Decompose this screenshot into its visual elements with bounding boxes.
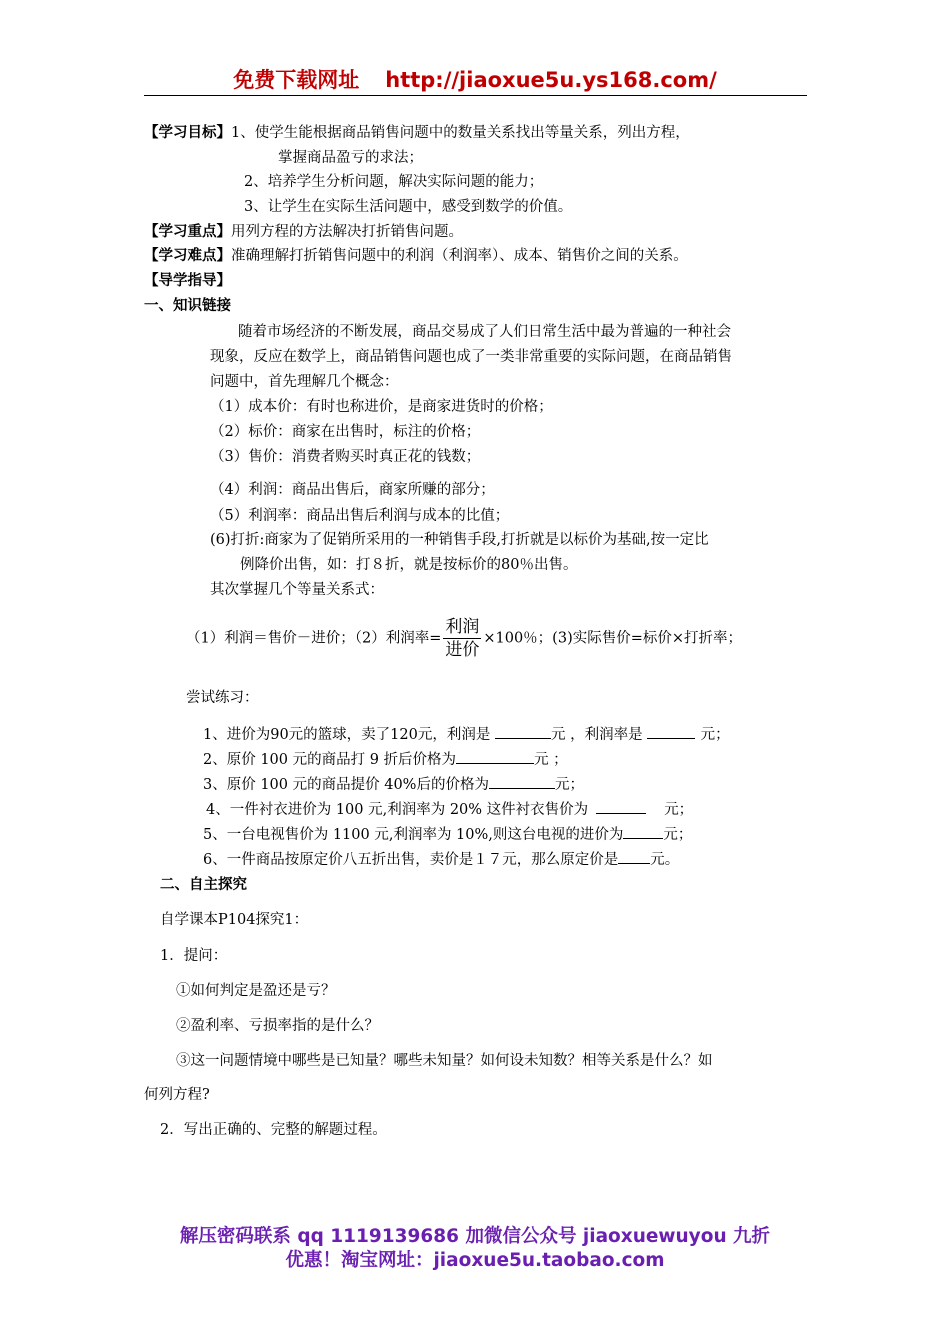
practice-q5: [203, 824, 692, 845]
practice-q4: [206, 799, 693, 820]
section1-para-1: 随着市场经济的不断发展，商品交易成了人们日常生活中最为普遍的一种社会: [238, 324, 731, 340]
q3-blank[interactable]: [489, 774, 555, 789]
q1-text-b: 元 ，利润率是: [550, 727, 643, 743]
q3-text-b: 元；: [554, 777, 584, 793]
section2-title: 二、自主探究: [160, 877, 247, 893]
q4-text-a: 4、一件衬衣进价为 100 元,利润率为 20% 这件衬衣售价为: [206, 802, 589, 818]
question-b: ②盈利率、亏损率指的是什么？: [176, 1018, 379, 1034]
q6-blank[interactable]: [618, 849, 650, 864]
q2-blank[interactable]: [456, 749, 534, 764]
header-url-link[interactable]: http://jiaoxue5u.ys168.com/: [385, 68, 717, 92]
concept-6-line-2: 例降价出售，如：打８折，就是按标价的80％出售。: [240, 557, 578, 573]
objectives-text-2: 2、培养学生分析问题，解决实际问题的能力；: [244, 174, 544, 190]
profit-rate-fraction: [443, 616, 481, 661]
q6-text-a: 6、一件商品按原定价八五折出售，卖价是１７元，那么原定价是: [203, 852, 619, 868]
formula-part-1: （1）利润＝售价－进价；（2）利润率=: [186, 630, 442, 647]
practice-q1: [203, 724, 730, 745]
concept-4: （4）利润：商品出售后，商家所赚的部分；: [210, 482, 495, 498]
q5-blank[interactable]: [623, 824, 663, 839]
q6-text-b: 元。: [650, 852, 680, 868]
step-1: 1．提问：: [160, 948, 228, 964]
header-label: 免费下载网址: [233, 68, 360, 92]
q2-text-a: 2、原价 100 元的商品打 9 折后价格为: [203, 752, 457, 768]
q1-blank-profit[interactable]: [495, 724, 551, 739]
difficulty-text: 准确理解打折销售问题中的利润（利润率）、成本、销售价之间的关系。: [231, 248, 688, 264]
q4-text-b: 元；: [664, 802, 694, 818]
footer-line-1: 解压密码联系 qq 1119139686 加微信公众号 jiaoxuewuyou 九折: [179, 1226, 771, 1247]
footer-line-2: 优惠！淘宝网址：jiaoxue5u.taobao.com: [285, 1250, 665, 1271]
formula-part-2: ×100％；(3)实际售价=标价×打折率；: [483, 630, 743, 647]
guide-tag: 【导学指导】: [144, 273, 231, 289]
step-2: 2．写出正确的、完整的解题过程。: [160, 1122, 387, 1138]
q1-blank-rate[interactable]: [647, 724, 695, 739]
difficulty-tag: 【学习难点】: [144, 248, 231, 264]
objectives-text-1: 1、使学生能根据商品销售问题中的数量关系找出等量关系，列出方程，: [231, 125, 690, 141]
practice-q2: [203, 749, 568, 770]
question-c-line-2: 何列方程?: [144, 1087, 210, 1103]
self-study: 自学课本P104探究1：: [160, 912, 309, 928]
page-header: [0, 64, 950, 94]
q1-text-c: 元；: [700, 727, 730, 743]
fraction-numerator: 利润: [445, 617, 480, 637]
q4-blank[interactable]: [596, 799, 646, 814]
question-a: ①如何判定是盈还是亏？: [176, 983, 336, 999]
objectives-item-1: [144, 123, 690, 143]
q1-text-a: 1、进价为90元的篮球，卖了120元，利润是: [203, 727, 491, 743]
concept-1: （1）成本价：有时也称进价，是商家进货时的价格；: [210, 399, 553, 415]
objectives-text-1b: 掌握商品盈亏的求法；: [278, 150, 423, 166]
difficulty: [144, 246, 688, 266]
section1-para-2: 现象，反应在数学上，商品销售问题也成了一类非常重要的实际问题，在商品销售: [210, 349, 732, 365]
fraction-denominator: 进价: [445, 640, 480, 660]
concept-2: （2）标价：商家在出售时，标注的价格；: [210, 424, 481, 440]
equations-intro: 其次掌握几个等量关系式：: [210, 582, 384, 598]
formula-line: [186, 616, 742, 661]
practice-q6: [203, 849, 679, 870]
key-point-text: 用列方程的方法解决打折销售问题。: [231, 224, 463, 240]
header-divider: [144, 95, 807, 96]
section1-para-3: 问题中，首先理解几个概念：: [210, 374, 399, 390]
key-point-tag: 【学习重点】: [144, 224, 231, 240]
key-point: [144, 222, 463, 242]
concept-3: （3）售价：消费者购买时真正花的钱数；: [210, 449, 481, 465]
practice-q3: [203, 774, 584, 795]
section1-title: 一、知识链接: [144, 298, 231, 314]
concept-6-line-1: (6)打折:商家为了促销所采用的一种销售手段,打折就是以标价为基础,按一定比: [210, 532, 709, 548]
q2-text-b: 元 ；: [534, 752, 568, 768]
objectives-text-3: 3、让学生在实际生活问题中，感受到数学的价值。: [244, 199, 573, 215]
question-c-line-1: ③这一问题情境中哪些是已知量？哪些未知量？如何设未知数？相等关系是什么？如: [176, 1053, 713, 1069]
objectives-tag: 【学习目标】: [144, 125, 231, 141]
q5-text-a: 5、一台电视售价为 1100 元,利润率为 10%,则这台电视的进价为: [203, 827, 624, 843]
concept-5: （5）利润率：商品出售后利润与成本的比值；: [210, 508, 510, 524]
practice-title: 尝试练习：: [186, 690, 259, 706]
q3-text-a: 3、原价 100 元的商品提价 40%后的价格为: [203, 777, 489, 793]
q5-text-b: 元；: [663, 827, 693, 843]
